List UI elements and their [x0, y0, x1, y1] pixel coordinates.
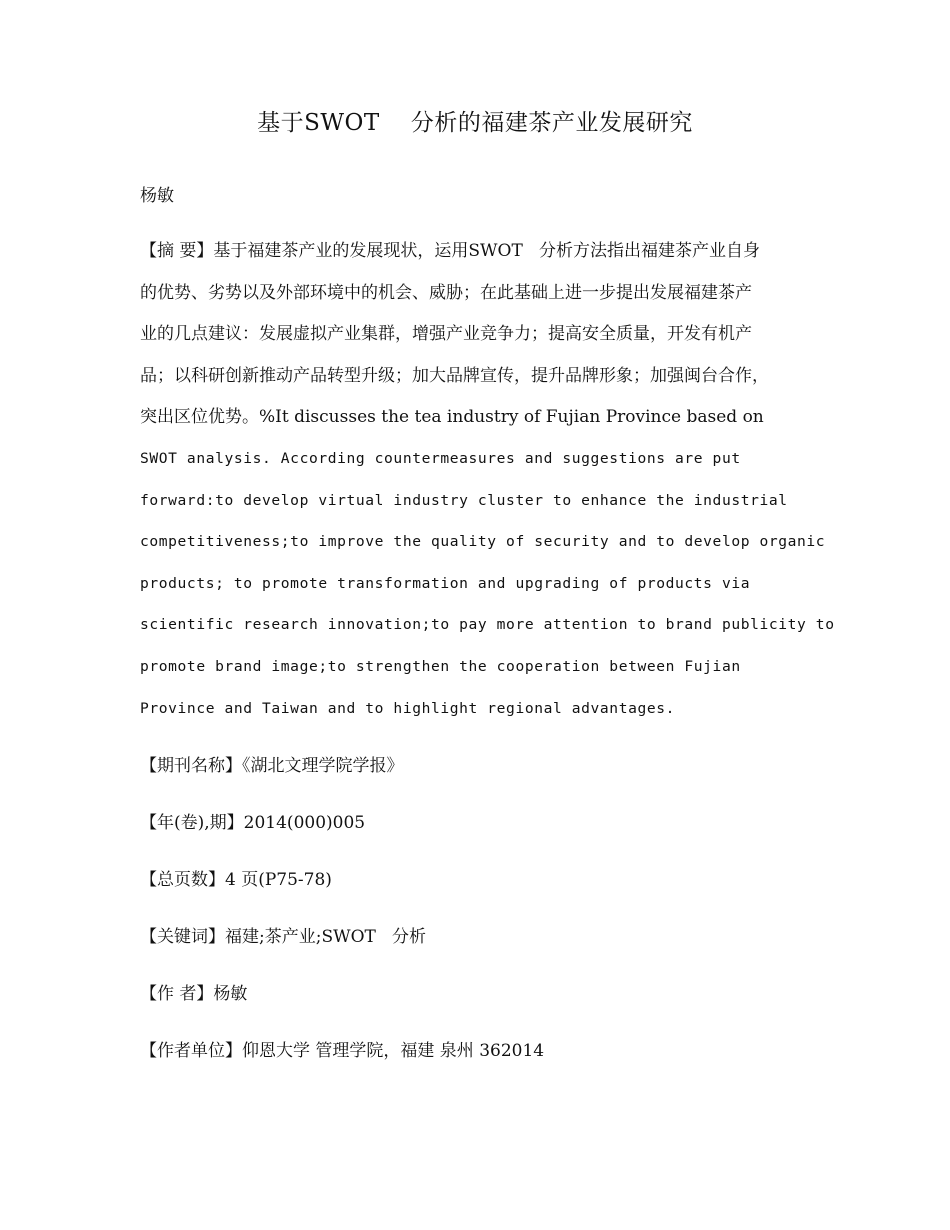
- page-title: 基于SWOT 分析的福建茶产业发展研究: [257, 110, 693, 136]
- abstract-line: 突出区位优势。%It discusses the tea industry of Fujian Province based on: [140, 407, 764, 428]
- author-name: 杨敏: [140, 186, 174, 206]
- author-field: [140, 980, 247, 1008]
- journal-field: [140, 752, 404, 780]
- issue-value: 2014(000)005: [243, 813, 366, 833]
- journal-value: 《湖北文理学院学报》: [242, 756, 404, 776]
- abstract-line: scientific research innovation;to pay more attention to brand publicity to: [140, 616, 835, 634]
- pages-field: [140, 866, 332, 894]
- abstract-line: competitiveness;to improve the quality of security and to develop organic: [140, 533, 826, 551]
- affiliation-field: [140, 1037, 544, 1065]
- abstract-line: forward:to develop virtual industry cluster to enhance the industrial: [140, 491, 788, 509]
- abstract-line: promote brand image;to strengthen the cooperation between Fujian: [140, 657, 741, 675]
- author-field-label: 【作 者】: [140, 984, 214, 1004]
- keywords-value: 福建;茶产业;SWOT 分析: [225, 927, 427, 947]
- abstract-line: SWOT analysis. According countermeasures and suggestions are put: [140, 449, 741, 467]
- abstract-line: Province and Taiwan and to highlight regional advantages.: [140, 699, 676, 717]
- author-field-value: 杨敏: [213, 984, 248, 1004]
- abstract-line: 的优势、劣势以及外部环境中的机会、威胁；在此基础上进一步提出发展福建茶产: [140, 282, 752, 303]
- issue-label: 【年(卷),期】: [140, 813, 244, 833]
- pages-label: 【总页数】: [140, 870, 225, 890]
- keywords-field: [140, 923, 426, 951]
- abstract-line: 业的几点建议：发展虚拟产业集群，增强产业竞争力；提高安全质量，开发有机产: [140, 324, 752, 345]
- abstract-line: 品；以科研创新推动产品转型升级；加大品牌宣传，提升品牌形象；加强闽台合作，: [140, 365, 769, 386]
- issue-field: [140, 809, 365, 837]
- journal-label: 【期刊名称】: [140, 756, 242, 776]
- abstract-line: 【摘 要】基于福建茶产业的发展现状，运用SWOT 分析方法指出福建茶产业自身: [140, 241, 761, 261]
- keywords-label: 【关键词】: [140, 927, 225, 947]
- affiliation-value: 仰恩大学 管理学院，福建 泉州 362014: [242, 1041, 545, 1061]
- abstract-line: products; to promote transformation and upgrading of products via: [140, 574, 751, 592]
- abstract-block: [140, 236, 840, 735]
- pages-value: 4 页(P75-78): [225, 870, 332, 890]
- affiliation-label: 【作者单位】: [140, 1041, 242, 1061]
